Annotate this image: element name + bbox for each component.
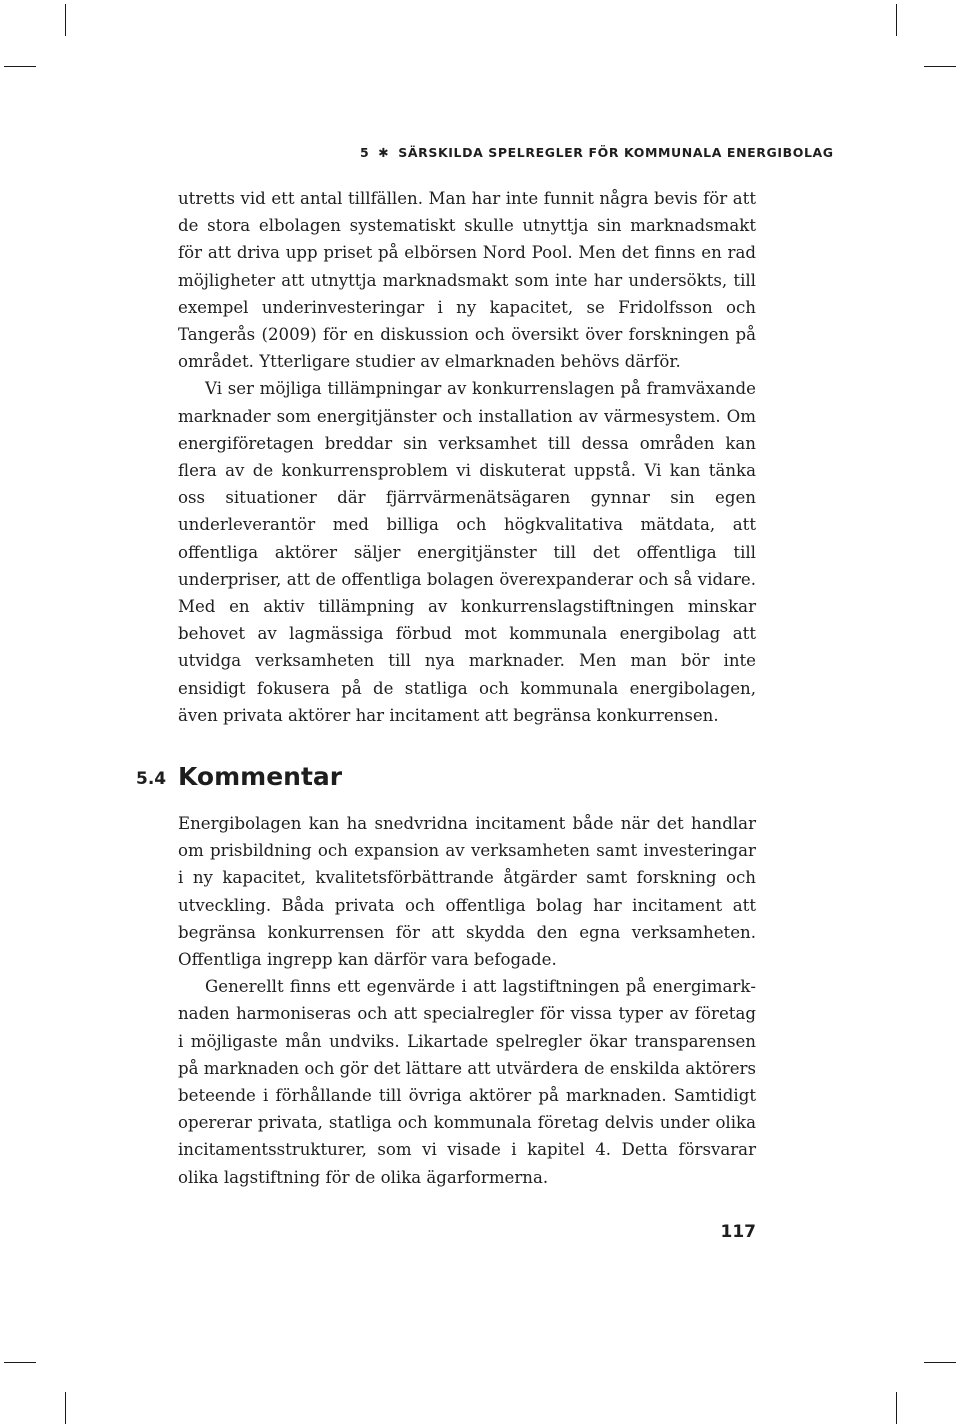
section-number: 5.4 xyxy=(136,769,167,789)
crop-mark xyxy=(4,66,36,67)
crop-mark xyxy=(896,4,897,36)
paragraph: Generellt finns ett egenvärde i att lagstiftningen på energimarknaden harmoniseras och att specialregler för vissa typer av företag i möjligaste mån undviks. Likartade spelregler ökar transparensen på marknaden och gör det lättare att utvärdera de enskilda aktörers beteende i förhållande till övriga aktörer på marknaden. Samtidigt opererar privata, statliga och kommunala företag delvis under olika incitamentsstrukturer, som vi visade i kapitel 4. Detta försvarar olika lagstiftning för de olika ägarformerna. xyxy=(178,977,756,1187)
crop-mark xyxy=(924,66,956,67)
paragraph: Energibolagen kan ha snedvridna incitament både när det handlar om prisbildning och expansion av verksamheten samt investeringar i ny kapacitet, kvalitetsförbättrande åtgärder samt forskning och utveckling. Båda privata och offentliga bolag har incitament att begränsa konkurrensen för att skydda den egna verksamheten. Offentliga ingrepp kan därför vara befogade. xyxy=(178,814,756,970)
chapter-number: 5 xyxy=(360,145,370,160)
crop-mark xyxy=(4,1362,36,1363)
crop-mark xyxy=(924,1362,956,1363)
crop-mark xyxy=(65,4,66,36)
section-title: Kommentar xyxy=(178,762,343,791)
separator-icon: ✱ xyxy=(378,145,390,160)
body-text-bottom xyxy=(178,810,756,1191)
crop-mark xyxy=(65,1392,66,1424)
section-heading xyxy=(136,760,756,800)
chapter-title: SÄRSKILDA SPELREGLER FÖR KOMMUNALA ENERGIBOLAG xyxy=(398,145,834,160)
page-number: 117 xyxy=(720,1222,756,1242)
paragraph: utretts vid ett antal tillfällen. Man har inte funnit några bevis för att de stora elbolagen systematiskt skulle utnyttja sin marknadsmakt för att driva upp priset på elbörsen Nord Pool. Men det finns en rad möjligheter att utnyttja marknadsmakt som inte har undersökts, till exempel underinvesteringar i ny kapacitet, se Fridolfsson och Tangerås (2009) för en diskussion och översikt över forskningen på området. Ytterligare studier av elmarknaden behövs därför. xyxy=(178,189,756,372)
paragraph: Vi ser möjliga tillämpningar av konkurrenslagen på framväxande marknader som energitjänster och installation av värmesystem. Om energiföretagen breddar sin verksamhet till dessa områden kan flera av de konkurrensproblem vi diskuterat uppstå. Vi kan tänka oss situationer där fjärrvärmenätsägaren gynnar sin egen underleverantör med billiga och högkvalitativa mätdata, att offentliga aktörer säljer energitjänster till det offentliga till underpriser, att de offentliga bolagen överexpanderar och så vidare. Med en aktiv tillämpning av konkurrenslagstiftningen minskar behovet av lagmässiga förbud mot kommunala energibolag att utvidga verksamheten till nya marknader. Men man bör inte ensidigt fokusera på de statliga och kommunala energibolagen, även privata aktörer har incitament att begränsa konkurrensen. xyxy=(178,379,756,725)
crop-mark xyxy=(896,1392,897,1424)
running-head xyxy=(360,145,834,160)
body-text-top xyxy=(178,185,756,729)
